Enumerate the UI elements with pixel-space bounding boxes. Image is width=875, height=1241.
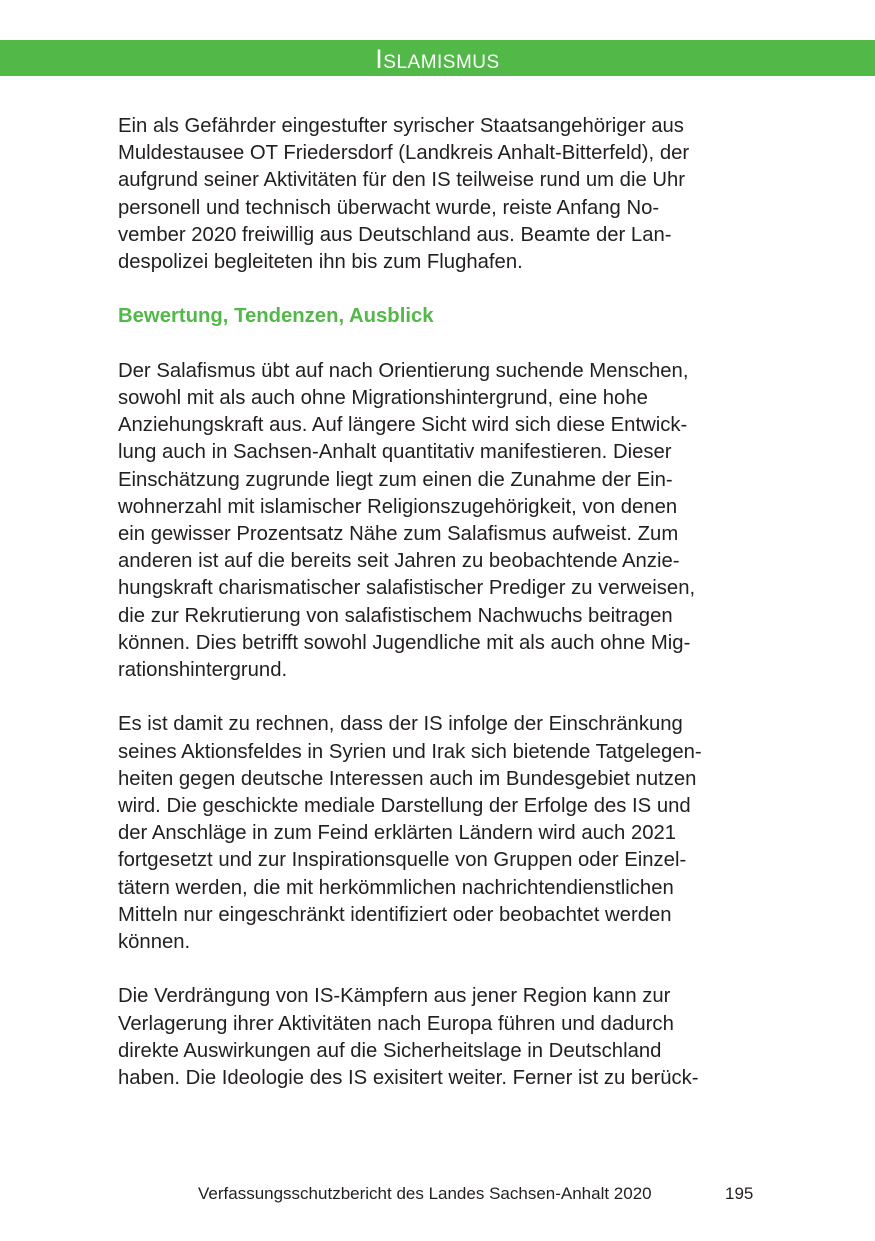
main-content [118, 113, 778, 1092]
page-number: 195 [725, 1184, 754, 1203]
page-footer [0, 1182, 875, 1206]
body-paragraph: Die Verdrängung von IS-Kämpfern aus jener Region kann zur Verlagerung ihrer Aktivitäten nach Europa führen und dadurch direkte Auswirkungen auf die Sicherheitslage in Deutschland haben. Die Ideologie des IS exisitert weiter. Ferner ist zu berück- [118, 985, 699, 1090]
body-paragraph: Ein als Gefährder eingestufter syrischer Staatsangehöriger aus Muldestausee OT Friedersdorf (Landkreis Anhalt-Bitterfeld), der aufgrund seiner Aktivitäten für den IS teilweise rund um die Uhr personell und technisch überwacht wurde, reiste Anfang No- vember 2020 freiwillig aus Deutschland aus. Beamte der Lan- despolizei begleiteten ihn bis zum Flughafen. [118, 115, 690, 274]
section-heading: Bewertung, Tendenzen, Ausblick [118, 305, 434, 328]
paragraph-spacer [118, 331, 778, 358]
body-paragraph: Der Salafismus übt auf nach Orientierung suchende Menschen, sowohl mit als auch ohne Migrationshintergrund, eine hohe Anziehungskraft aus. Auf längere Sicht wird sich diese Entwick- lung auch in Sachsen-Anhalt quantitativ manifestieren. Dieser Einschätzung zugrunde liegt zum einen die Zunahme der Ein- wohnerzahl mit islamischer Religionszugehörigkeit, von denen ein gewisser Prozentsatz Nähe zum Salafismus aufweist. Zum anderen ist auf die bereits seit Jahren zu beobachtende Anzie- hungskraft charismatischer salafistischer Prediger zu verweisen, die zur Rekrutierung von salafistischem Nachwuchs beitragen können. Dies betrifft sowohl Jugendliche mit als auch ohne Mig- rationshintergrund. [118, 359, 696, 682]
footer-publication-title: Verfassungsschutzbericht des Landes Sachsen-Anhalt 2020 [198, 1184, 652, 1203]
paragraph-spacer [118, 956, 778, 983]
body-paragraph: Es ist damit zu rechnen, dass der IS infolge der Einschränkung seines Aktionsfeldes in Syrien und Irak sich bietende Tatgelegen- heiten gegen deutsche Interessen auch im Bundesgebiet nutzen wird. Die geschickte mediale Darstellung der Erfolge des IS und der Anschläge in zum Feind erklärten Ländern wird auch 2021 fortgesetzt und zur Inspirationsquelle von Gruppen oder Einzel- tätern werden, die mit herkömmlichen nachrichtendienstlichen Mitteln nur eingeschränkt identifiziert oder beobachtet werden können. [118, 713, 702, 954]
paragraph-spacer [118, 684, 778, 711]
paragraph-spacer [118, 276, 778, 303]
page-header-title: Islamismus [375, 44, 500, 74]
